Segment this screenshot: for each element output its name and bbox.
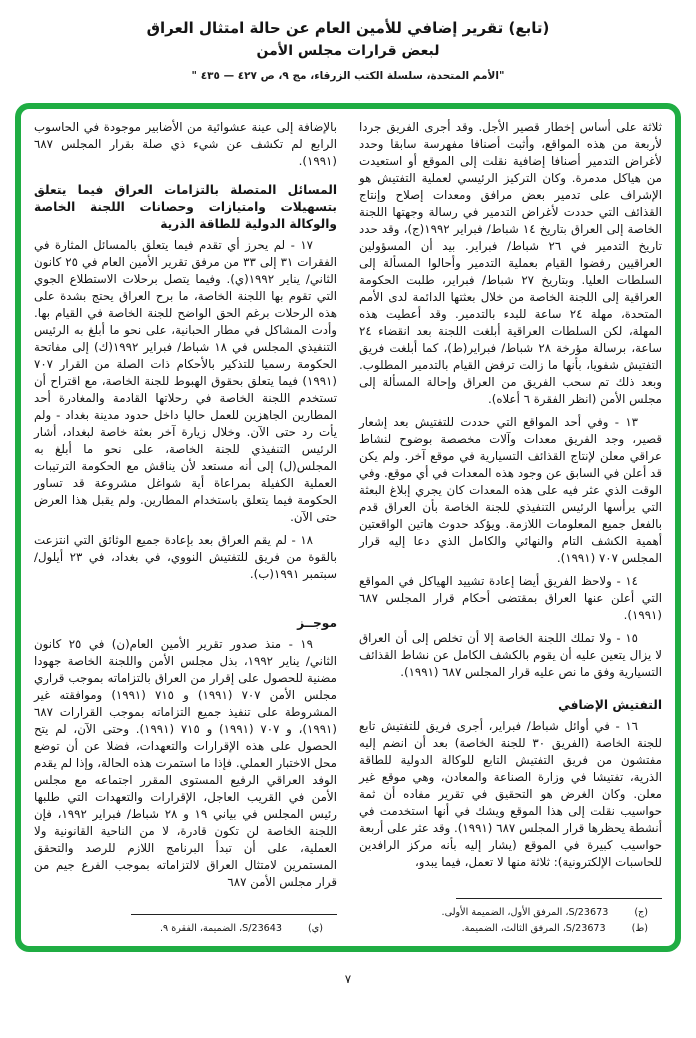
two-column-layout [34,119,662,938]
source-citation: "الأمم المتحدة، سلسلة الكتب الزرقاء، مج ٩، ص ٤٢٧ — ٤٣٥ " [191,69,505,82]
paragraph-17: ١٧ - لم يحرز أي تقدم فيما يتعلق بالمسائل المثارة في الفقرات ٣١ إلى ٣٣ من مرفق تقرير الأمين العام في ٢٥ كانون الثاني/ يناير ١٩٩٢(ي). وفيما يتصل برحلات الاستطلاع الجوي التي تقوم بها اللجنة الخاصة، ما برح العراق يحتج بشدة على هذه الرحلات برغم الحق الواضح للجنة الخاصة في القيام بها. وأدت المشاكل في مطار الحبانية، على نحو ما أبلغ به الرئيس التنفيذي المجلس في ١٨ شباط/ فبراير ١٩٩٢(ك) إلى مفاتحة الحكومة رسميا للتذكير بالأحكام ذات الصلة من القرار ٧٠٧ (١٩٩١) فيما يتعلق بحقوق الهبوط للجنة الخاصة، مع اقتراح أن تستخدم اللجنة الخاصة في رحلاتها القادمة والمغادرة أحد المطارين الجاهزين للعمل حاليا داخل حدود مدينة بغداد - ولم يأت رد حتى الآن. وخلال زيارة آخر بعثة خاصة لبغداد، أشار الرئيس التنفيذي للجنة الخاصة، على نحو ما أبلغ به المجلس(ل) إلى أنه مستعد لأن يناقش مع الحكومة الترتيبات العملية الكفيلة بمراعاة أية شواغل مشروعة قد تساور الحكومة فيما يتعلق باستخدام المطارين. ولم يقبل هذا العرض حتى الآن. [34,238,337,524]
footnote-text: S/23643، الضميمة، الفقرة ٩. [159,923,282,934]
heading-summary: موجــز [297,616,337,630]
footnote-item [34,922,323,936]
footnote-marker: (ي) [308,923,323,934]
paragraph-13: ١٣ - وفي أحد المواقع التي حددت للتفتيش بعد إشعار قصير، وجد الفريق معدات وآلات مخصصة بوضوح لنشاط عراقي معلن لإنتاج القذائف التسيارية في موقع آخر. ولم يكن قد أعلن في السابق عن وجود هذه المعدات في أي موقع. وفي الوقت الذي عثر فيه على هذه المعدات كان يجري إبلاغ البعثة التي يرأسها الرئيس التنفيذي للجنة الخاصة بأن العراق قدم بالفعل جميع المعلومات اللازمة. ويؤكد حدوث هاتين الواقعتين أهمية الكشف التام والنهائي والكامل الذي دعا إليه قرار المجلس ٧٠٧ (١٩٩١). [359,415,662,565]
paragraph-15: ١٥ - ولا تملك اللجنة الخاصة إلا أن تخلص إلى أن العراق لا يزال يتعين عليه أن يقوم بالكشف الكامل عن نشاط القذائف التسيارية وفق ما نص عليه قرار المجلس ٦٨٧ (١٩٩١). [359,631,662,679]
page-footer [0,972,696,986]
footnote-separator-rule [131,914,337,915]
footnote-marker: (ج) [634,907,648,918]
paragraph-19: ١٩ - منذ صدور تقرير الأمين العام(ن) في ٢٥ كانون الثاني/ يناير ١٩٩٢، بذل مجلس الأمن واللجنة الخاصة جهودا مضنية للحصول على إقرار من العراق بالتزاماته بموجب قراري مجلس الأمن ٧٠٧ (١٩٩١) و ٧١٥ (١٩٩١) وموافقته غير المشروطة على تنفيذ جميع التزاماته بموجب القرارات ٦٨٧ (١٩٩١)، و ٧٠٧ (١٩٩١) و ٧١٥ (١٩٩١). وحتى الآن، لم يتح الحصول على هذه الإقرارات والتعهدات، فضلا عن أن توضع محل الاختبار العملي. فإذا ما استمرت هذه الحالة، وإذا لم يقدم الوفد العراقي الرفيع المستوى المقرر اجتماعه مع مجلس الأمن في القريب العاجل، الإقرارات والتعهدات التي طلبها رئيس المجلس في بياني ١٩ و ٢٨ شباط/ فبراير ١٩٩٢، فإن اللجنة الخاصة لن تكون قادرة، لا من الناحية القانونية ولا العملية، على أن تبدأ البرنامج اللازم للرصد والتحقق المستمرين لامتثال العراق لالتزاماته بموجب الفرع جيم من قرار مجلس الأمن ٦٨٧ [34,637,337,889]
right-column-footnotes [359,898,662,938]
footnote-item [359,906,648,920]
paragraph-16: ١٦ - في أوائل شباط/ فبراير، أجرى فريق للتفتيش تابع للجنة الخاصة (الفريق ٣٠ للجنة الخاصة) بعد أن انضم إليه مفتشون من فريق التفتيش التابع للوكالة الدولية للطاقة الذرية، تفتيشا في وزارة الصناعة والمعادن، وهي موقع غير معلن. وكان الغرض هو التحقيق في تقرير مفاده أن ثمة حواسيب نقلت إلى هذا الموقع ويشك في أنها استخدمت في أنشطة يحظرها قرار المجلس ٦٨٧ (١٩٩١). وقد عثر على أربعة حواسيب كبيرة في الموقع (يشار إليه بأنه مركز الرافدين للحاسبات الإلكترونية): ثلاثة منها لا تعمل، فيما يبدو، [359,719,662,869]
right-column [359,119,662,938]
page-number: ٧ [344,972,352,986]
heading-additional-inspection: التفتيش الإضافي [558,698,662,712]
left-column-footnotes [34,914,337,938]
paragraph-14: ١٤ - ولاحظ الفريق أيضا إعادة تشييد الهياكل في المواقع التي أعلن عنها العراق بمقتضى أحكام قرار المجلس ٦٨٧ (١٩٩١). [359,574,662,622]
footnote-separator-rule [456,898,662,899]
footnote-text: S/23673، المرفق الثالث، الضميمة. [461,923,606,934]
paragraph-continuation-top-left: بالإضافة إلى عينة عشوائية من الأضابير موجودة في الحاسوب الرابع لم تكشف عن شيء ذي صلة بقرار المجلس ٦٨٧ (١٩٩١). [34,120,337,168]
footnote-item [359,922,648,936]
paragraph-18: ١٨ - لم يقم العراق بعد بإعادة جميع الوثائق التي انتزعت بالقوة من فريق للتفتيش النووي، في بغداد، في ٢٣ أيلول/ سبتمبر ١٩٩١(ب). [34,533,337,581]
green-border-content-box [15,103,681,952]
left-column [34,119,337,938]
report-title-line-2: لبعض قرارات مجلس الأمن [256,43,440,59]
document-header [0,0,696,82]
report-title-line-1: (تابع) تقرير إضافي للأمين العام عن حالة امتثال العراق [146,19,550,37]
footnote-marker: (ط) [631,923,648,934]
footnote-text: S/23673، المرفق الأول، الضميمة الأولى. [441,907,609,918]
paragraph-12-continuation: ثلاثة على أساس إخطار قصير الأجل. وقد أجرى الفريق جردا لأربعة من هذه المواقع، وأثبت أصنافا مفهرسة سابقا وحدد لأغراض التدمير أصنافا إضافية نقلت إلى الموقع أو استعيدت من هياكل مدمرة. وكان التركيز الرئيسي لعملية التفتيش هو الإشراف على تدمير بعض مرافق ومعدات إصلاح وإنتاج القذائف التي حددت لأغراض التدمير في رسالة وجهتها اللجنة الخاصة إلى العراق بتاريخ ١٤ شباط/ فبراير ١٩٩٢(ج)، وقد حدد تاريخ التدمير في ٢٦ شباط/ فبراير. بيد أن المسؤولين العراقيين رفضوا القيام بعملية التدمير وأحالوا المسألة إلى السلطات العليا. وبتاريخ ٢٧ شباط/ فبراير، طلبت الحكومة العراقية إلى اللجنة الخاصة من خلال بعثتها الدائمة لدى الأمم المتحدة، مهلة ٢٤ ساعة للبدء بالتدمير. وقد أعطيت هذه المهلة، لكن السلطات العراقية أبلغت اللجنة بعد انقضاء ٢٤ ساعة، برسالة مؤرخة ٢٨ شباط/ فبراير(ط)، كما أبلغت فريق التفتيش شفويا، بأنها ما زالت ترفض القيام بالتدمير المطلوب. وبعد ذلك تم سحب الفريق من العراق وإحالة المسألة إلى مجلس الأمن (انظر الفقرة ٦ أعلاه). [359,120,662,406]
heading-obligations-facilities: المسائل المتصلة بالتزامات العراق فيما يتعلق بتسهيلات وامتيازات وحصانات اللجنة الخاصة والوكالة الدولية للطاقة الذرية [34,183,337,231]
